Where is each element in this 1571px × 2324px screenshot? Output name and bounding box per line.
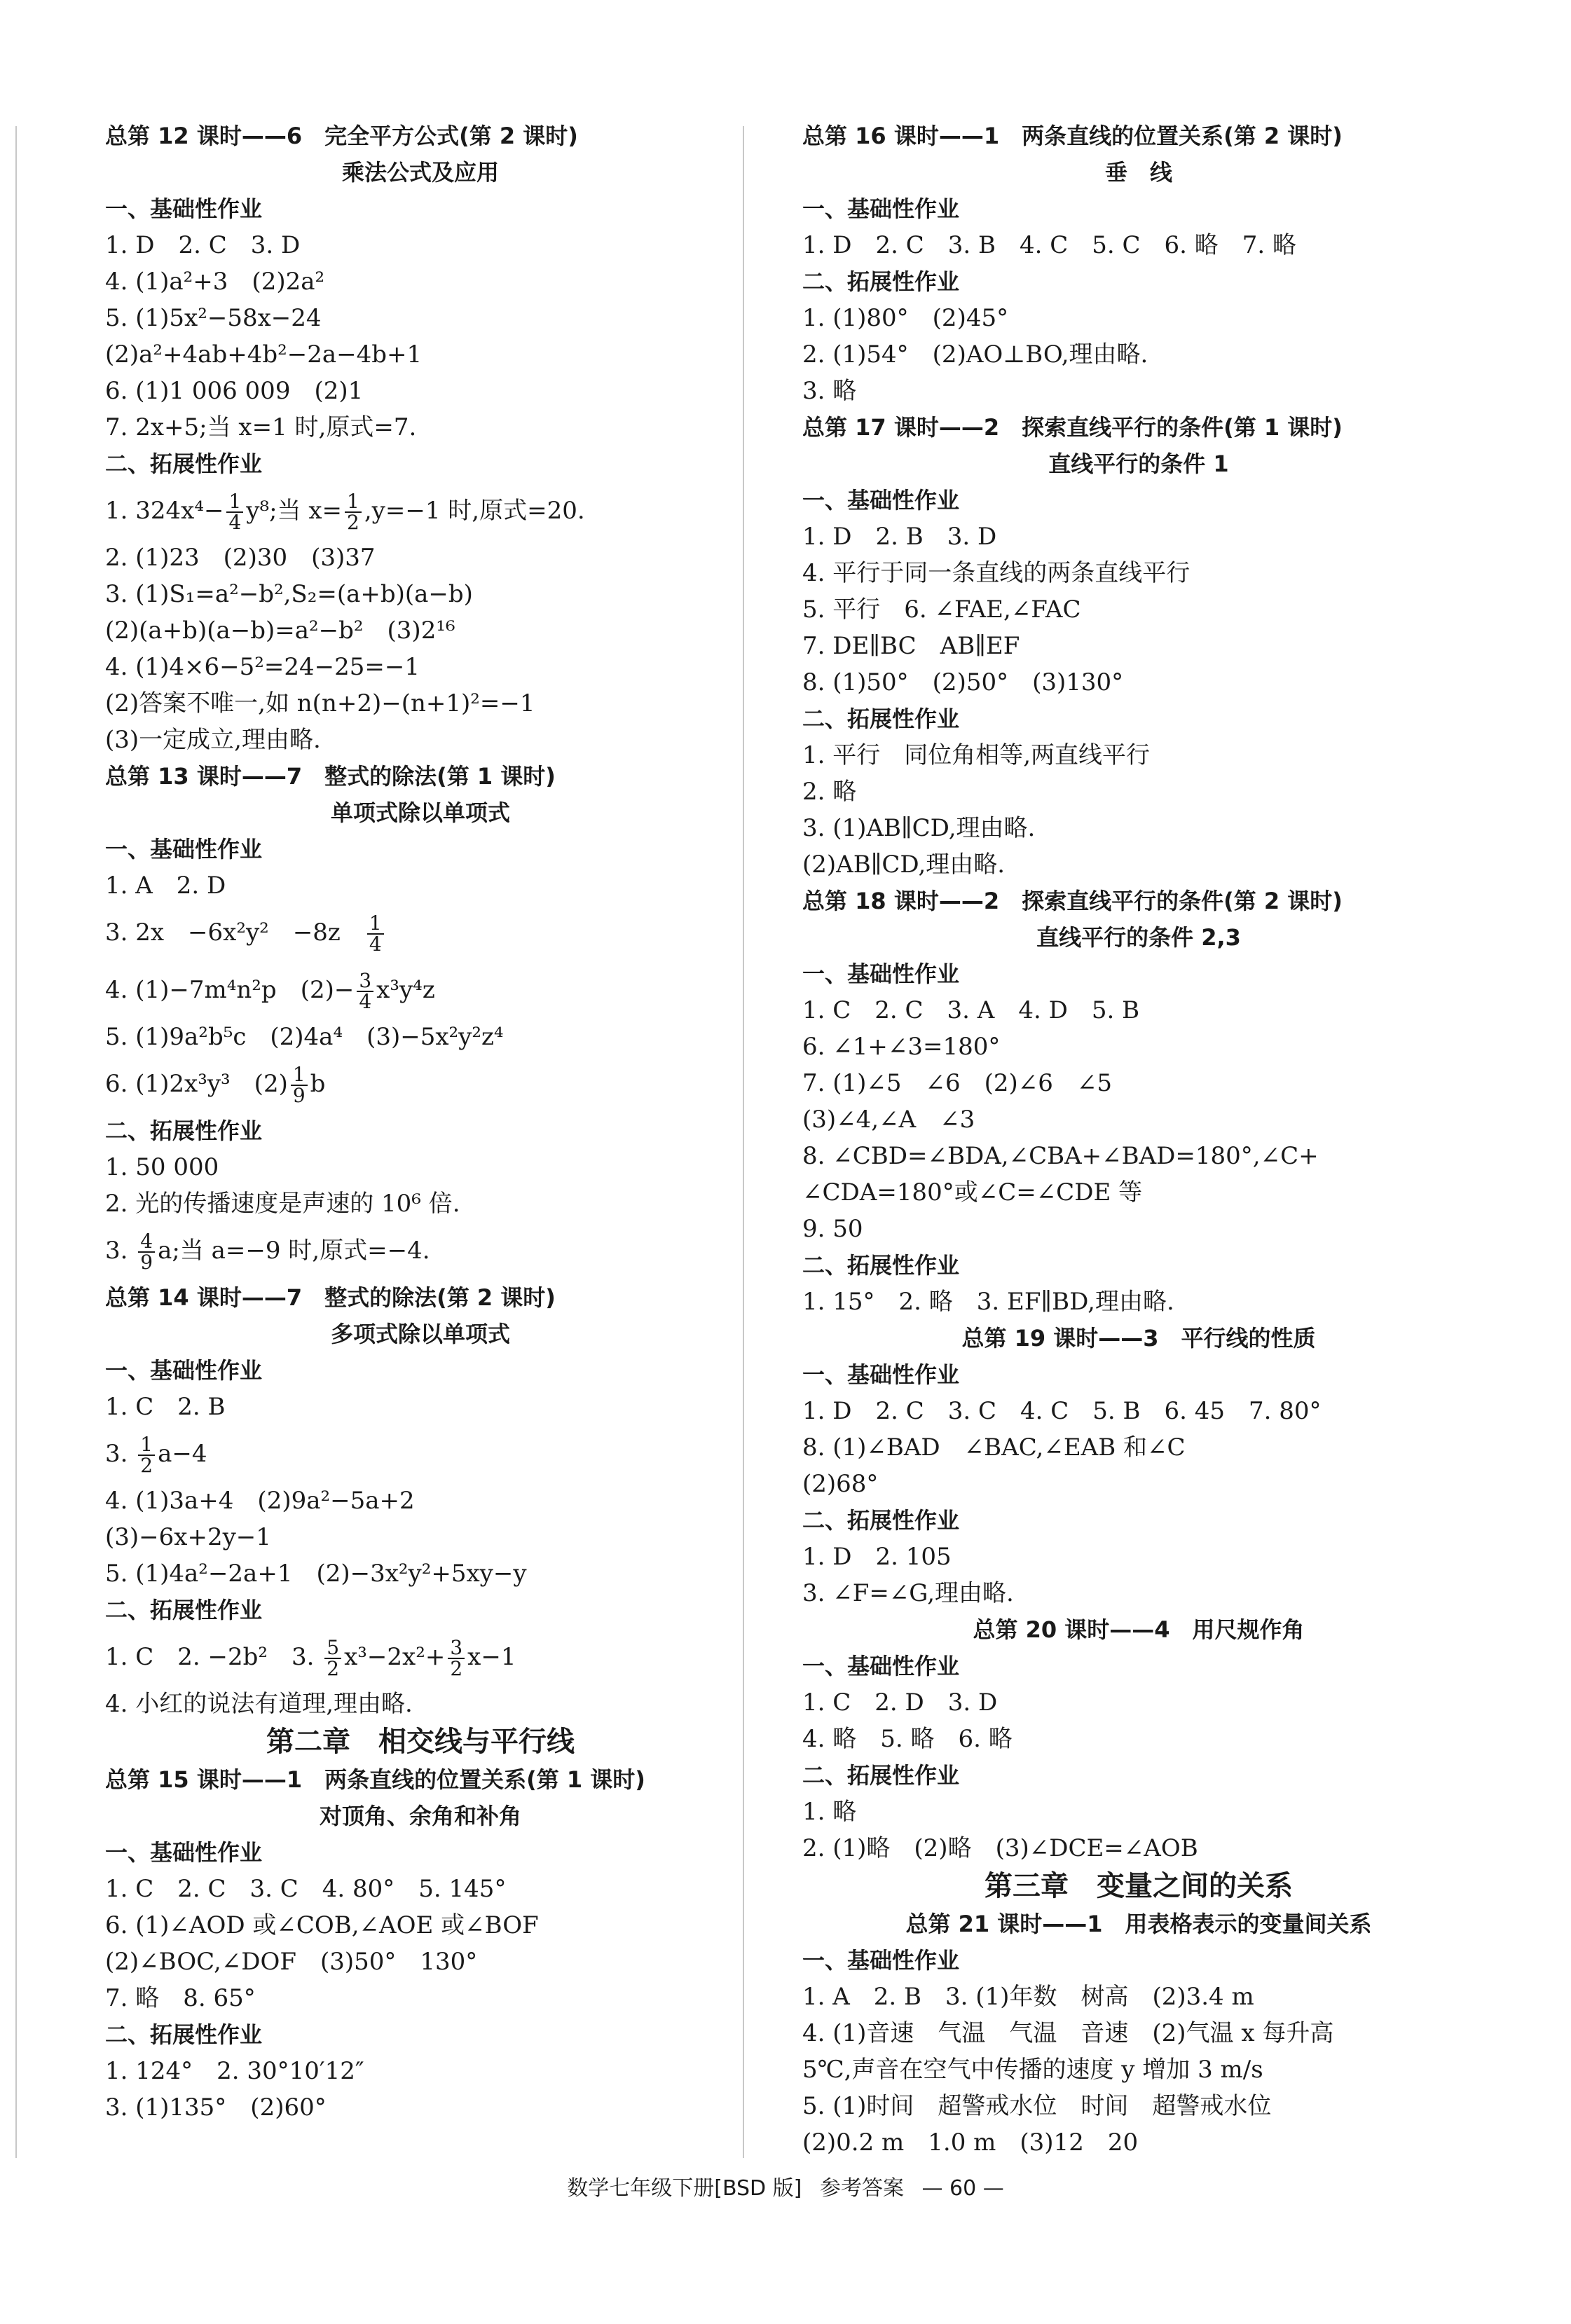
chapter-heading: 第三章 变量之间的关系 — [985, 1870, 1293, 1902]
answer-line: 2. (1)23 (2)30 (3)37 — [105, 544, 376, 572]
fraction — [324, 1638, 341, 1679]
section-heading: 二、拓展性作业 — [105, 1118, 263, 1144]
answer-text: 4. (1)−7m⁴n²p (2)− — [105, 976, 355, 1004]
answer-line: (2)(a+b)(a−b)=a²−b² (3)2¹⁶ — [105, 617, 455, 645]
lesson-heading: 总第 12 课时——6 完全平方公式(第 2 课时) — [105, 123, 578, 149]
lesson-subtitle: 单项式除以单项式 — [330, 799, 510, 826]
left-margin-rule — [15, 126, 17, 2158]
lesson-heading: 总第 14 课时——7 整式的除法(第 2 课时) — [105, 1284, 556, 1311]
fraction-denominator: 2 — [327, 1657, 340, 1680]
answer-line: 1. D 2. C 3. B 4. C 5. C 6. 略 7. 略 — [802, 231, 1297, 259]
answer-line: 2. 略 — [802, 778, 857, 806]
fraction — [345, 492, 362, 532]
answer-line: (2)∠BOC,∠DOF (3)50° 130° — [105, 1948, 478, 1976]
section-heading: 二、拓展性作业 — [105, 451, 263, 477]
footer-page-number: — 60 — — [921, 2176, 1004, 2201]
fraction-denominator: 4 — [359, 990, 372, 1013]
section-heading: 一、基础性作业 — [802, 961, 960, 987]
lesson-subtitle: 乘法公式及应用 — [341, 159, 499, 186]
chapter-heading: 第二章 相交线与平行线 — [266, 1726, 575, 1758]
section-heading: 一、基础性作业 — [802, 1653, 960, 1679]
answer-text: 3. — [105, 1237, 136, 1265]
lesson-heading: 总第 18 课时——2 探索直线平行的条件(第 2 课时) — [802, 888, 1343, 914]
lesson-subtitle: 直线平行的条件 2,3 — [1036, 924, 1241, 951]
answer-line: 7. 略 8. 65° — [105, 1984, 256, 2012]
fraction-numerator: 1 — [138, 1435, 155, 1456]
fraction — [291, 1065, 308, 1106]
answer-line: 1. D 2. C 3. C 4. C 5. B 6. 45 7. 80° — [802, 1397, 1322, 1425]
answer-text: a;当 a=−9 时,原式=−4. — [158, 1237, 430, 1265]
lesson-heading: 总第 17 课时——2 探索直线平行的条件(第 1 课时) — [802, 414, 1343, 441]
fraction-numerator: 4 — [138, 1232, 155, 1253]
answer-text: x−1 — [467, 1643, 516, 1671]
answer-text: 1. 324x⁴− — [105, 497, 224, 525]
fraction — [448, 1638, 465, 1679]
answer-line — [105, 1055, 736, 1113]
fraction — [357, 971, 373, 1012]
section-heading: 一、基础性作业 — [105, 836, 263, 862]
footer-section-label: 参考答案 — [819, 2176, 904, 2201]
answer-line: 7. DE∥BC AB∥EF — [802, 632, 1020, 660]
answer-line: 8. (1)50° (2)50° (3)130° — [802, 668, 1124, 696]
answer-text: x³−2x²+ — [344, 1643, 446, 1671]
answer-line: 1. 平行 同位角相等,两直线平行 — [802, 741, 1151, 769]
answer-text: x³y⁴z — [376, 976, 435, 1004]
lesson-subtitle: 垂 线 — [1104, 159, 1172, 186]
answer-line: 5. (1)5x²−58x−24 — [105, 304, 322, 332]
fraction-numerator: 5 — [324, 1638, 341, 1659]
fraction-denominator: 4 — [228, 511, 242, 534]
answer-line: 1. 124° 2. 30°10′12″ — [105, 2057, 364, 2085]
answer-line: 3. (1)135° (2)60° — [105, 2093, 327, 2122]
section-heading: 一、基础性作业 — [802, 1361, 960, 1388]
answer-line: 1. 15° 2. 略 3. EF∥BD,理由略. — [802, 1288, 1174, 1316]
answer-line: 1. C 2. B — [105, 1393, 226, 1421]
section-heading: 一、基础性作业 — [105, 1357, 263, 1384]
fraction-numerator: 1 — [345, 492, 362, 513]
fraction-numerator: 1 — [367, 914, 384, 935]
lesson-subtitle: 对顶角、余角和补角 — [319, 1803, 521, 1829]
answer-line: 1. C 2. D 3. D — [802, 1689, 998, 1717]
fraction-numerator: 1 — [291, 1065, 308, 1086]
fraction — [138, 1435, 155, 1476]
lesson-heading: 总第 21 课时——1 用表格表示的变量间关系 — [905, 1911, 1372, 1937]
answer-line: 1. C 2. C 3. C 4. 80° 5. 145° — [105, 1875, 507, 1903]
answer-line — [105, 482, 736, 539]
fraction-denominator: 9 — [292, 1084, 306, 1107]
answer-line: 5. (1)4a²−2a+1 (2)−3x²y²+5xy−y — [105, 1560, 527, 1588]
answer-text: 6. (1)2x³y³ (2) — [105, 1070, 288, 1098]
answer-line: (2)AB∥CD,理由略. — [802, 851, 1006, 879]
answer-line: 5. 平行 6. ∠FAE,∠FAC — [802, 596, 1081, 624]
answer-line: (2)a²+4ab+4b²−2a−4b+1 — [105, 341, 423, 369]
column-divider — [743, 126, 744, 2158]
section-heading: 一、基础性作业 — [802, 195, 960, 222]
section-heading: 一、基础性作业 — [802, 487, 960, 514]
answer-line — [105, 1628, 736, 1686]
answer-line: 1. A 2. D — [105, 872, 226, 900]
answer-line: 1. 略 — [802, 1798, 857, 1826]
right-answer-column — [802, 118, 1475, 2161]
lesson-heading: 总第 16 课时——1 两条直线的位置关系(第 2 课时) — [802, 123, 1343, 149]
answer-text: 3. — [105, 1440, 136, 1468]
section-heading: 二、拓展性作业 — [802, 1252, 960, 1279]
lesson-subtitle: 多项式除以单项式 — [330, 1321, 510, 1347]
answer-line: 4. (1)a²+3 (2)2a² — [105, 268, 325, 296]
fraction — [226, 492, 243, 532]
answer-line: (3)一定成立,理由略. — [105, 726, 321, 754]
answer-line: 4. 略 5. 略 6. 略 — [802, 1725, 1013, 1753]
answer-text: a−4 — [158, 1440, 207, 1468]
answer-line: (3)−6x+2y−1 — [105, 1523, 271, 1551]
answer-line — [105, 961, 736, 1019]
left-answer-column — [105, 118, 736, 2126]
answer-line: 3. ∠F=∠G,理由略. — [802, 1579, 1014, 1607]
lesson-heading: 总第 20 课时——4 用尺规作角 — [973, 1616, 1305, 1643]
footer-book-title: 数学七年级下册[BSD 版] — [567, 2176, 802, 2201]
answer-line: 2. 光的传播速度是声速的 10⁶ 倍. — [105, 1190, 460, 1218]
answer-line: 8. (1)∠BAD ∠BAC,∠EAB 和∠C — [802, 1433, 1186, 1462]
answer-line — [105, 1222, 736, 1279]
answer-line: 1. (1)80° (2)45° — [802, 304, 1009, 332]
answer-line: 9. 50 — [802, 1215, 863, 1243]
fraction-denominator: 2 — [140, 1454, 153, 1477]
section-heading: 二、拓展性作业 — [105, 2021, 263, 2048]
fraction-numerator: 1 — [226, 492, 243, 513]
section-heading: 一、基础性作业 — [105, 195, 263, 222]
answer-line: 1. C 2. C 3. A 4. D 5. B — [802, 996, 1140, 1024]
fraction-denominator: 4 — [369, 933, 382, 956]
answer-text: b — [310, 1070, 326, 1098]
answer-line: (2)答案不唯一,如 n(n+2)−(n+1)²=−1 — [105, 689, 535, 717]
answer-line: (3)∠4,∠A ∠3 — [802, 1106, 975, 1134]
answer-line: (2)0.2 m 1.0 m (3)12 20 — [802, 2129, 1139, 2157]
answer-line: 4. (1)4×6−5²=24−25=−1 — [105, 653, 420, 681]
answer-line: 4. 平行于同一条直线的两条直线平行 — [802, 559, 1191, 587]
fraction-denominator: 2 — [347, 511, 359, 534]
answer-text: 1. C 2. −2b² 3. — [105, 1643, 322, 1671]
page-footer — [0, 2171, 1571, 2201]
answer-text: y⁸;当 x= — [246, 497, 343, 525]
lesson-heading: 总第 13 课时——7 整式的除法(第 1 课时) — [105, 763, 556, 790]
answer-line: 6. (1)1 006 009 (2)1 — [105, 377, 364, 405]
answer-line: 6. (1)∠AOD 或∠COB,∠AOE 或∠BOF — [105, 1911, 539, 1939]
answer-line: 3. (1)AB∥CD,理由略. — [802, 814, 1036, 842]
answer-line: 2. (1)略 (2)略 (3)∠DCE=∠AOB — [802, 1834, 1198, 1862]
answer-line: 7. 2x+5;当 x=1 时,原式=7. — [105, 413, 417, 441]
answer-line: ∠CDA=180°或∠C=∠CDE 等 — [802, 1178, 1143, 1206]
answer-line: 1. D 2. B 3. D — [802, 523, 997, 551]
lesson-subtitle: 直线平行的条件 1 — [1048, 451, 1229, 477]
lesson-heading: 总第 19 课时——3 平行线的性质 — [961, 1325, 1316, 1352]
section-heading: 二、拓展性作业 — [802, 268, 960, 295]
answer-line — [105, 1425, 736, 1483]
answer-line: 5. (1)时间 超警戒水位 时间 超警戒水位 — [802, 2092, 1272, 2120]
answer-line: 8. ∠CBD=∠BDA,∠CBA+∠BAD=180°,∠C+ — [802, 1142, 1319, 1170]
section-heading: 一、基础性作业 — [105, 1839, 263, 1866]
section-heading: 二、拓展性作业 — [802, 1762, 960, 1789]
fraction-denominator: 9 — [140, 1251, 153, 1274]
section-heading: 二、拓展性作业 — [105, 1597, 263, 1623]
answer-line: 3. 略 — [802, 377, 857, 405]
section-heading: 二、拓展性作业 — [802, 706, 960, 732]
answer-line: 5℃,声音在空气中传播的速度 y 增加 3 m/s — [802, 2056, 1263, 2084]
fraction-numerator: 3 — [448, 1638, 465, 1659]
answer-line — [105, 904, 736, 961]
fraction — [367, 914, 384, 954]
fraction-denominator: 2 — [450, 1657, 463, 1680]
answer-line: 1. A 2. B 3. (1)年数 树高 (2)3.4 m — [802, 1983, 1254, 2011]
answer-text: 3. 2x −6x²y² −8z — [105, 919, 364, 947]
fraction-numerator: 3 — [357, 971, 373, 992]
answer-line: 7. (1)∠5 ∠6 (2)∠6 ∠5 — [802, 1069, 1113, 1097]
answer-text: ,y=−1 时,原式=20. — [364, 497, 585, 525]
answer-line: 1. D 2. 105 — [802, 1543, 952, 1571]
answer-line: 3. (1)S₁=a²−b²,S₂=(a+b)(a−b) — [105, 580, 473, 608]
answer-line: 4. 小红的说法有道理,理由略. — [105, 1690, 413, 1718]
answer-line: (2)68° — [802, 1470, 879, 1498]
answer-line: 2. (1)54° (2)AO⊥BO,理由略. — [802, 341, 1148, 369]
answer-line: 1. 50 000 — [105, 1153, 219, 1181]
lesson-heading: 总第 15 课时——1 两条直线的位置关系(第 1 课时) — [105, 1766, 645, 1793]
answer-line: 4. (1)音速 气温 气温 音速 (2)气温 x 每升高 — [802, 2019, 1334, 2047]
answer-line: 6. ∠1+∠3=180° — [802, 1033, 1001, 1061]
fraction — [138, 1232, 155, 1272]
answer-line: 4. (1)3a+4 (2)9a²−5a+2 — [105, 1487, 415, 1515]
answer-line: 1. D 2. C 3. D — [105, 231, 301, 259]
answer-line: 5. (1)9a²b⁵c (2)4a⁴ (3)−5x²y²z⁴ — [105, 1023, 504, 1051]
section-heading: 一、基础性作业 — [802, 1947, 960, 1974]
section-heading: 二、拓展性作业 — [802, 1507, 960, 1534]
